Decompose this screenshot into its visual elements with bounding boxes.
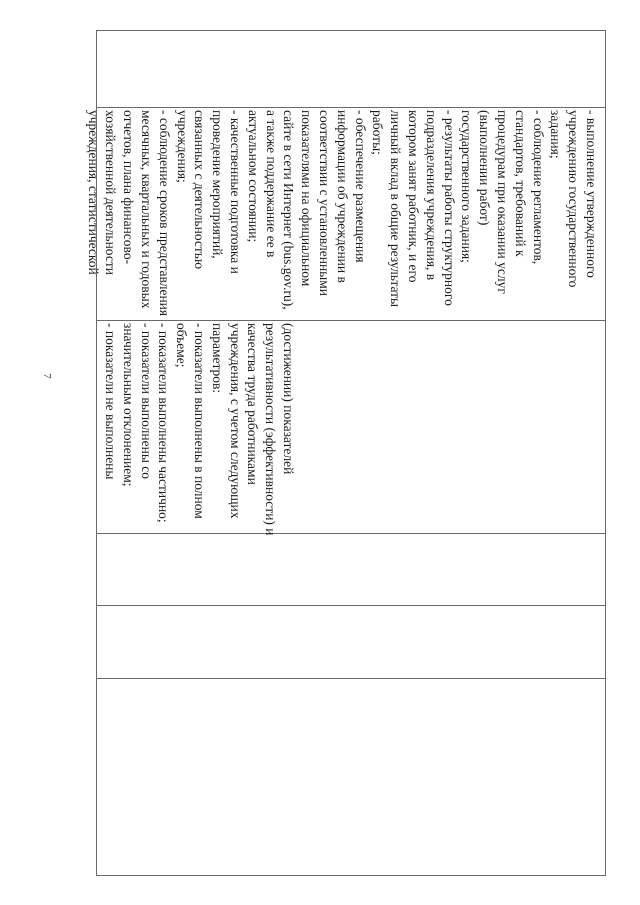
page-number: 7	[40, 373, 53, 379]
text-line: - обеспечение размещения	[352, 110, 368, 263]
column-separator-2	[96, 320, 606, 321]
text-line: качества труда работниками	[245, 323, 261, 485]
text-line: показателями на официальном	[299, 110, 315, 287]
text-line: - соблюдение регламентов,	[530, 110, 546, 265]
text-line: подразделения учреждения, в	[423, 110, 439, 281]
text-line: информации об учреждении в	[334, 110, 350, 283]
text-line: учреждения;	[174, 110, 190, 183]
text-line: задания;	[548, 110, 564, 159]
text-line: хозяйственной деятельности	[103, 110, 119, 276]
text-line: котором занят работник, и его	[406, 110, 422, 283]
text-line: (достижении) показателей	[281, 323, 296, 475]
indicators-cell	[84, 110, 600, 316]
text-line: параметров:	[209, 323, 225, 394]
text-line: проведение мероприятий,	[210, 110, 226, 259]
text-line: (выполнении работ)	[477, 110, 493, 226]
text-line: - качественные подготовка и	[228, 110, 244, 274]
text-line: процедурам при оказании услуг	[495, 110, 511, 294]
text-line: - результаты работы структурного	[441, 110, 457, 306]
text-line: - показатели выполнены в полном	[192, 323, 208, 519]
table-border-right	[605, 30, 606, 876]
text-line: месячных, квартальных и годовых	[139, 110, 155, 309]
text-line: соответствии с установленными	[317, 110, 333, 297]
text-line: работы;	[370, 110, 386, 155]
column-separator-4	[96, 605, 606, 606]
text-line: стандартов, требований к	[512, 110, 528, 257]
table-border-bottom	[96, 875, 606, 876]
text-line: - показатели не выполнены	[103, 323, 119, 480]
text-line: - показатели выполнены частично;	[156, 323, 172, 523]
text-line: - соблюдение сроков представления	[156, 110, 172, 317]
text-line: учреждению государственного	[566, 110, 582, 288]
text-line: связанных с деятельностью	[192, 110, 208, 270]
text-line: отчетов, плана финансово-	[121, 110, 137, 265]
column-separator-5	[96, 678, 606, 679]
text-line: объеме;	[174, 323, 190, 368]
text-line: государственного задания;	[459, 110, 475, 263]
table-border-top	[96, 30, 606, 31]
text-line: - показатели выполнены со	[138, 323, 154, 480]
text-line: сайте в сети Интернет (bus.gov.ru),	[281, 110, 297, 310]
text-line: учреждения, статистической	[85, 110, 101, 275]
text-line: личный вклад в общие результаты	[388, 110, 404, 308]
text-line: учреждения, с учетом следующих	[227, 323, 243, 519]
text-line: значительным отклонением;	[120, 323, 136, 487]
text-line: - выполнение утвержденного	[584, 110, 599, 278]
text-line: актуальном состоянии;	[245, 110, 261, 243]
criteria-cell	[101, 323, 297, 536]
text-line: результативности (эффективности) и	[263, 323, 279, 536]
column-separator-1	[96, 107, 606, 108]
text-line: а также поддержание ее в	[263, 110, 279, 258]
